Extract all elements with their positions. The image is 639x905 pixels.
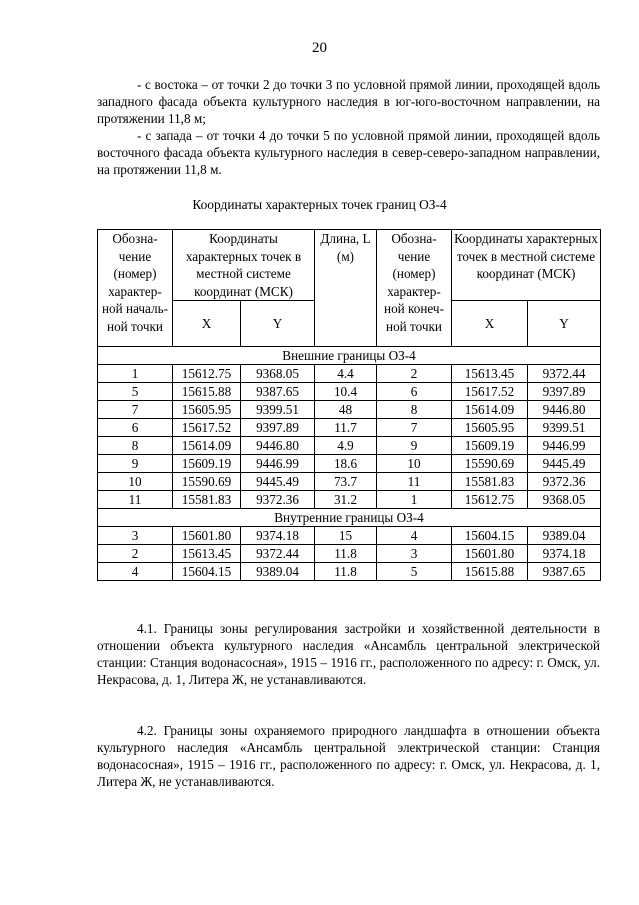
cell-x-start: 15601.80 bbox=[173, 527, 241, 545]
cell-end-point: 2 bbox=[377, 365, 452, 383]
table-row bbox=[98, 563, 601, 581]
cell-start-point: 3 bbox=[98, 527, 173, 545]
cell-x-start: 15617.52 bbox=[173, 419, 241, 437]
cell-y-end: 9446.99 bbox=[528, 437, 601, 455]
cell-x-start: 15605.95 bbox=[173, 401, 241, 419]
cell-start-point: 1 bbox=[98, 365, 173, 383]
header-length: Длина, L (м) bbox=[315, 230, 377, 347]
cell-length: 15 bbox=[315, 527, 377, 545]
paragraph-4-1: 4.1. Границы зоны регулирования застройки и хозяйственной деятельности в отношении объекта культурного наследия «Ансамбль центральной электрической станции: Станция водонасосная», 1915 – 1916 гг., расположенного по адресу: г. Омск, ул. Некрасова, д. 1, Литера Ж, не устанавливаются. bbox=[97, 621, 600, 687]
cell-y-start: 9374.18 bbox=[241, 527, 315, 545]
intro-paragraph-west: - с запада – от точки 4 до точки 5 по условной прямой линии, проходящей вдоль восточного фасада объекта культурного наследия в север-северо-западном направлении, на протяжении 11,8 м. bbox=[97, 128, 600, 177]
cell-x-end: 15590.69 bbox=[452, 455, 528, 473]
cell-start-point: 7 bbox=[98, 401, 173, 419]
cell-x-start: 15590.69 bbox=[173, 473, 241, 491]
header-y-end: Y bbox=[528, 301, 601, 347]
cell-y-end: 9372.44 bbox=[528, 365, 601, 383]
cell-y-start: 9445.49 bbox=[241, 473, 315, 491]
cell-x-start: 15614.09 bbox=[173, 437, 241, 455]
cell-end-point: 1 bbox=[377, 491, 452, 509]
cell-start-point: 5 bbox=[98, 383, 173, 401]
table-row bbox=[98, 455, 601, 473]
cell-end-point: 11 bbox=[377, 473, 452, 491]
cell-end-point: 9 bbox=[377, 437, 452, 455]
cell-y-start: 9368.05 bbox=[241, 365, 315, 383]
table-row bbox=[98, 473, 601, 491]
cell-end-point: 7 bbox=[377, 419, 452, 437]
header-end-point: Обозна-чение (номер) характер-ной конеч-ной точки bbox=[377, 230, 452, 347]
cell-y-end: 9389.04 bbox=[528, 527, 601, 545]
cell-y-end: 9446.80 bbox=[528, 401, 601, 419]
coordinates-table bbox=[97, 229, 601, 581]
cell-length: 48 bbox=[315, 401, 377, 419]
page-number: 20 bbox=[312, 40, 327, 56]
cell-x-end: 15604.15 bbox=[452, 527, 528, 545]
table-row bbox=[98, 419, 601, 437]
cell-y-end: 9368.05 bbox=[528, 491, 601, 509]
cell-x-end: 15581.83 bbox=[452, 473, 528, 491]
cell-y-start: 9446.80 bbox=[241, 437, 315, 455]
cell-y-end: 9445.49 bbox=[528, 455, 601, 473]
cell-y-end: 9374.18 bbox=[528, 545, 601, 563]
cell-end-point: 5 bbox=[377, 563, 452, 581]
cell-x-end: 15609.19 bbox=[452, 437, 528, 455]
cell-end-point: 10 bbox=[377, 455, 452, 473]
cell-x-start: 15612.75 bbox=[173, 365, 241, 383]
table-row bbox=[98, 527, 601, 545]
header-start-point: Обозна-чение (номер) характер-ной началь-ной точки bbox=[98, 230, 173, 347]
cell-y-start: 9372.44 bbox=[241, 545, 315, 563]
cell-y-start: 9399.51 bbox=[241, 401, 315, 419]
cell-length: 11.8 bbox=[315, 563, 377, 581]
section-outer-boundaries: Внешние границы ОЗ-4 bbox=[98, 347, 601, 365]
cell-y-end: 9399.51 bbox=[528, 419, 601, 437]
cell-x-start: 15615.88 bbox=[173, 383, 241, 401]
cell-y-start: 9387.65 bbox=[241, 383, 315, 401]
cell-y-end: 9387.65 bbox=[528, 563, 601, 581]
paragraph-4-2: 4.2. Границы зоны охраняемого природного ландшафта в отношении объекта культурного наследия «Ансамбль центральной электрической станции: Станция водонасосная», 1915 – 1916 гг., расположенного по адресу: г. Омск, ул. Некрасова, д. 1, Литера Ж, не устанавливаются. bbox=[97, 723, 600, 789]
table-body bbox=[98, 347, 601, 581]
cell-x-end: 15601.80 bbox=[452, 545, 528, 563]
cell-length: 10.4 bbox=[315, 383, 377, 401]
table-row bbox=[98, 437, 601, 455]
cell-end-point: 4 bbox=[377, 527, 452, 545]
cell-length: 73.7 bbox=[315, 473, 377, 491]
table-row bbox=[98, 491, 601, 509]
cell-start-point: 6 bbox=[98, 419, 173, 437]
cell-length: 31.2 bbox=[315, 491, 377, 509]
intro-paragraph-east: - с востока – от точки 2 до точки 3 по условной прямой линии, проходящей вдоль западного фасада объекта культурного наследия в юг-юго-восточном направлении, на протяжении 11,8 м; bbox=[97, 77, 600, 126]
cell-start-point: 4 bbox=[98, 563, 173, 581]
cell-x-start: 15613.45 bbox=[173, 545, 241, 563]
cell-y-end: 9372.36 bbox=[528, 473, 601, 491]
table-row bbox=[98, 401, 601, 419]
cell-end-point: 3 bbox=[377, 545, 452, 563]
table-row bbox=[98, 365, 601, 383]
cell-x-start: 15609.19 bbox=[173, 455, 241, 473]
cell-x-end: 15615.88 bbox=[452, 563, 528, 581]
cell-length: 4.9 bbox=[315, 437, 377, 455]
cell-y-start: 9389.04 bbox=[241, 563, 315, 581]
cell-start-point: 9 bbox=[98, 455, 173, 473]
cell-y-start: 9446.99 bbox=[241, 455, 315, 473]
table-title: Координаты характерных точек границ ОЗ-4 bbox=[192, 197, 447, 212]
section-inner-boundaries: Внутренние границы ОЗ-4 bbox=[98, 509, 601, 527]
cell-start-point: 11 bbox=[98, 491, 173, 509]
cell-length: 4.4 bbox=[315, 365, 377, 383]
header-x-start: X bbox=[173, 301, 241, 347]
cell-x-end: 15613.45 bbox=[452, 365, 528, 383]
cell-x-end: 15612.75 bbox=[452, 491, 528, 509]
cell-length: 18.6 bbox=[315, 455, 377, 473]
cell-end-point: 6 bbox=[377, 383, 452, 401]
header-x-end: X bbox=[452, 301, 528, 347]
table-row bbox=[98, 383, 601, 401]
cell-length: 11.7 bbox=[315, 419, 377, 437]
cell-x-end: 15605.95 bbox=[452, 419, 528, 437]
cell-x-start: 15604.15 bbox=[173, 563, 241, 581]
cell-y-start: 9397.89 bbox=[241, 419, 315, 437]
cell-start-point: 8 bbox=[98, 437, 173, 455]
cell-start-point: 10 bbox=[98, 473, 173, 491]
header-coords-end: Координаты характерных точек в местной системе координат (МСК) bbox=[452, 230, 601, 301]
cell-start-point: 2 bbox=[98, 545, 173, 563]
cell-y-start: 9372.36 bbox=[241, 491, 315, 509]
cell-y-end: 9397.89 bbox=[528, 383, 601, 401]
cell-end-point: 8 bbox=[377, 401, 452, 419]
header-y-start: Y bbox=[241, 301, 315, 347]
cell-x-start: 15581.83 bbox=[173, 491, 241, 509]
cell-length: 11.8 bbox=[315, 545, 377, 563]
header-coords-start: Координаты характерных точек в местной системе координат (МСК) bbox=[173, 230, 315, 301]
cell-x-end: 15614.09 bbox=[452, 401, 528, 419]
cell-x-end: 15617.52 bbox=[452, 383, 528, 401]
table-row bbox=[98, 545, 601, 563]
